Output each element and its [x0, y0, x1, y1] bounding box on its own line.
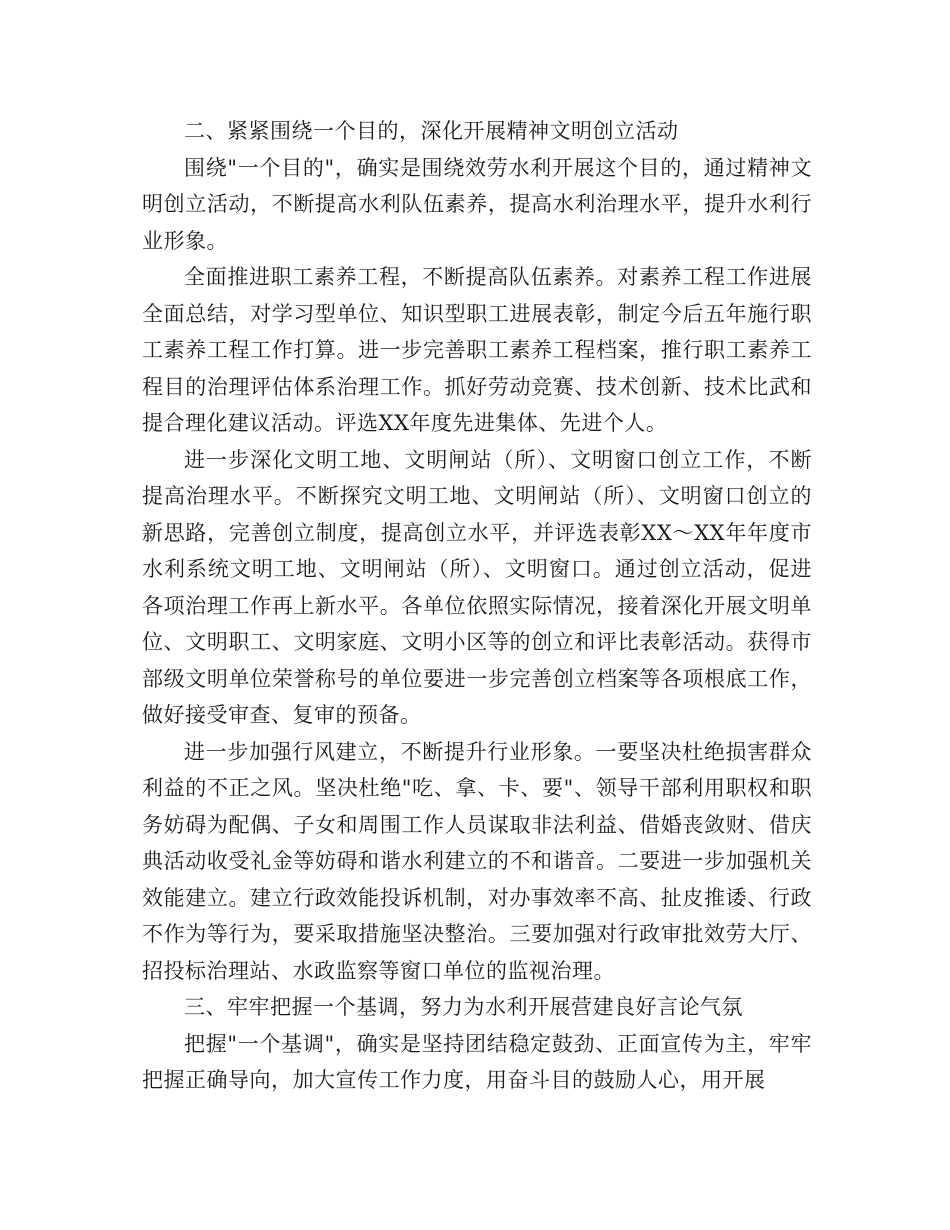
body-paragraph: 进一步加强行风建立，不断提升行业形象。一要坚决杜绝损害群众利益的不正之风。坚决杜绝"吃、拿、卡、要"、领导干部利用职权和职务妨碍为配偶、子女和周围工作人员谋取非法利益、借婚丧敛财、借庆典活动收受礼金等妨碍和谐水利建立的不和谐音。二要进一步加强机关效能建立。建立行政效能投诉机制，对办事效率不高、扯皮推诿、行政不作为等行为，要采取措施坚决整治。三要加强对行政审批效劳大厅、招投标治理站、水政监察等窗口单位的监视治理。: [142, 739, 812, 983]
body-paragraph: 进一步深化文明工地、文明闸站（所）、文明窗口创立工作，不断提高治理水平。不断探究文明工地、文明闸站（所）、文明窗口创立的新思路，完善创立制度，提高创立水平，并评选表彰XX～XX年年度市水利系统文明工地、文明闸站（所）、文明窗口。通过创立活动，促进各项治理工作再上新水平。各单位依照实际情况，接着深化开展文明单位、文明职工、文明家庭、文明小区等的创立和评比表彰活动。获得市部级文明单位荣誉称号的单位要进一步完善创立档案等各项根底工作，做好接受审查、复审的预备。: [142, 447, 812, 727]
section-heading-two: 二、紧紧围绕一个目的，深化开展精神文明创立活动: [184, 119, 679, 143]
section-heading-three: 三、牢牢把握一个基调，努力为水利开展营建良好言论气氛: [184, 995, 743, 1019]
body-paragraph: 全面推进职工素养工程，不断提高队伍素养。对素养工程工作进展全面总结，对学习型单位、知识型职工进展表彰，制定今后五年施行职工素养工程工作打算。进一步完善职工素养工程档案，推行职工素养工程目的治理评估体系治理工作。抓好劳动竞赛、技术创新、技术比武和提合理化建议活动。评选XX年度先进集体、先进个人。: [142, 265, 812, 435]
body-paragraph: 把握"一个基调"，确实是坚持团结稳定鼓劲、正面宣传为主，牢牢把握正确导向，加大宣传工作力度，用奋斗目的鼓励人心，用开展: [142, 1031, 812, 1092]
body-paragraph: 围绕"一个目的"，确实是围绕效劳水利开展这个目的，通过精神文明创立活动，不断提高水利队伍素养，提高水利治理水平，提升水利行业形象。: [142, 155, 812, 253]
document-page: [142, 113, 812, 1099]
